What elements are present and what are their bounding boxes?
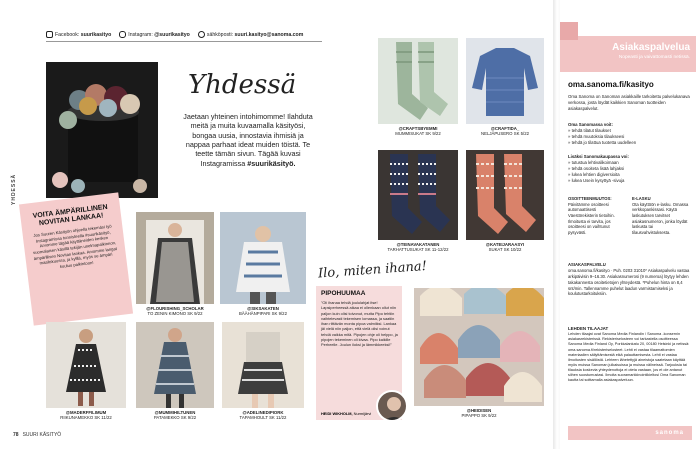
caption: @CRAFTSBYEMMI MUMMISUKAT SK 9/22 bbox=[395, 126, 441, 137]
service-header-title: Asiakaspalvelua bbox=[612, 42, 690, 53]
skirt-photo bbox=[222, 322, 304, 408]
service-decoration bbox=[560, 22, 578, 40]
socks-patterned-photo bbox=[378, 150, 458, 240]
blue-sweater-photo bbox=[466, 38, 544, 124]
caption: @MUMMIHILTUNEN PATAMEKKO SK 9/22 bbox=[153, 410, 197, 421]
yarn-bucket-photo bbox=[46, 62, 158, 198]
service-contact-text: oma.sanoma.fi/kasityo · Puh. 0203 31010* Asiakaspalvelu vastaa arkipäivisin 9–16.30. Asiakasnumerosi (9 numeroa) löytyy lehden takakannesta osoitetietojen yhteydestä. *Puhelun hinta on 8,4 snt/min. Tallennamme puhelut laadun varmistamiseksi ja koulutustarkoituksiin. bbox=[568, 267, 690, 297]
socks-orange-photo bbox=[466, 150, 544, 240]
orders-text: Lehden tilaajat ovat Sanoma Media Finlandin / Sanoma -konsernin asiakasrekisterissä. Rekisteriselosteen voi tarkastella osoitteessa Sanoma Media Finland Oy, Porkkalankatu 20, 00180 Helsinki ja netissä: oma.sanoma.fi/rekisteriselosteet. Lehti ei vastaa tilaamattomien materiaalien säilyttämisestä eikä palauttamisesta. Lehti ei vastaa ilmoitusten sisällöstä. Lehteen lähetettyjä aineistoja saatetaan käyttää myös muissa Sanoman julkaisuissa ja muissa välineissä. Tarjouksia tai tilauksia koskevia yhteydenottoja ei oteta vastaan, jos et ole antanut siihen suostumustasi. Ilmoita suoramarkkinointikieltosi Oma Sanoman kautta tai soittamalla asiakaspalveluun. bbox=[568, 332, 690, 383]
pipo-title: PIPOHUUMAA bbox=[321, 290, 366, 297]
service-intro: Oma Sanoma on Sanoman asiakkaille tarkoitettu palvelukanava verkossa, josta löydät kaikkien Sanoman tuotteiden asiakaspalvelut. bbox=[568, 94, 690, 112]
orders-title: LEHDEN TILAAJAT bbox=[568, 326, 609, 331]
list-item: » lukea lehtien digiversioita bbox=[568, 172, 620, 178]
section2-title: Lisäksi Sanomakaupassa voi: bbox=[568, 154, 629, 159]
vertical-section-label: YHDESSÄ bbox=[11, 173, 17, 205]
promo-text: Jos Suuren Käsityön ohjeella tekemäsi työ Instagramissa tunnisteella #suurikäsityö, Arvomme tägää käyttäneiden kesken suomalaisen käsillä tekijän unelmapalkinnon, ämpärillisen Novitan lankaa. Arvomme langat maaliskuussa, ja kylllä, myös se ämpäri kuuluu palkintoon! bbox=[32, 223, 118, 270]
intro-text: Jaetaan yhteinen intohimomme! Ilahduta meitä ja muita kuvaamalla käsityösi, bongaa uusia, innostavia ihmisiä ja nappaa parhaat ideat muiden töistä. Te teette tämän sivun. Tägää kuvasi Instagramissa #suurikäsityö. bbox=[183, 112, 313, 168]
service-header bbox=[560, 36, 696, 72]
section1 bbox=[568, 122, 692, 146]
customer-service-column bbox=[560, 0, 696, 449]
list-item: » tehdä jo tilattua tuotetta uudelleen bbox=[568, 140, 637, 146]
pipo-author: HEIDI WIKHOLM, Nurmijärvi bbox=[321, 411, 372, 416]
page-number: 78 SUURI KÄSITYÖ bbox=[13, 432, 62, 438]
einvoice-text: Ota käyttöön e-lasku. Omassa verkkopankissasi. Käytä laskutuksen tarvitset asiakasnumeron, jonka löydät laskusta tai tilausvahvistuksesta. bbox=[632, 201, 689, 236]
dress-photo-1 bbox=[46, 322, 126, 408]
facebook-contact: Facebook: suurikasityo bbox=[46, 31, 111, 38]
list-item: » tehdä osoiteta lisää lahjaksi bbox=[568, 166, 625, 172]
service-url: oma.sanoma.fi/kasityo bbox=[568, 80, 654, 89]
service-contact-section bbox=[568, 262, 692, 297]
socks-green-photo bbox=[378, 38, 458, 124]
service-contact-title: ASIAKASPALVELU bbox=[568, 262, 606, 267]
author-avatar bbox=[376, 390, 408, 422]
einvoice-section bbox=[632, 196, 692, 236]
caption: @SIKSAKATEN BÄÄHÄNPIPARI SK 9/22 bbox=[239, 306, 287, 317]
caption: @HEIDISEN PIPAPPO SK 9/22 bbox=[461, 408, 497, 419]
kimono-photo bbox=[136, 212, 214, 304]
einvoice-title: E-LASKU bbox=[632, 196, 651, 201]
caption: @ADELINEDIPIORK TAPAMHOULT SK 11/22 bbox=[239, 410, 287, 421]
pipo-quote: "Oli ihanaa tehdä joululahjat itse! Lapsiperheessä aikaa ei ollenkaan ollut niin paljon kuin olisi toivonut, mutta Pipo tehtiin vaihtelevasti tekemisen lomassa, ja saatiin ihan riittävän monta pipoa valmiiksi. Lankaa jäi vielä niin paljon, että vielä olisi voinut tehdä vaikka mitä. Pipojen ohje oli helppo, ja pipojen tekeminen oli kivaa. Pipo kaikille Perheelle. Joulun iloksi ja lämmikkeeksi!" bbox=[321, 300, 398, 348]
instagram-contact: Instagram: @suurikasityo bbox=[119, 31, 190, 38]
caption: @KATEIJARAASYI SUKAT SK 10/22 bbox=[485, 242, 525, 253]
promo-title: VOITA ÄMPÄRILLINEN NOVITAN LANKAA! bbox=[32, 203, 109, 228]
dress-photo-2 bbox=[136, 322, 214, 408]
caption: @CRAFTIDA_ NELJÄPUSERO SK 5/22 bbox=[480, 126, 529, 137]
intro-title: Yhdessä bbox=[188, 70, 297, 100]
intro-hashtag: #suurikäsityö. bbox=[247, 158, 296, 168]
list-item: » tutustua lehtivalikoimaan bbox=[568, 160, 619, 166]
section1-title: Oma Sanomassa voit: bbox=[568, 122, 613, 127]
caption: @MADERFFILIMUM RIIKUNAMEKKO SK 11/22 bbox=[60, 410, 112, 421]
list-item: » tehdä tilatut tilaukset bbox=[568, 128, 611, 134]
social-bar bbox=[46, 30, 322, 42]
moving-title: OSOITTEENMUUTOS: bbox=[568, 196, 612, 201]
caption: @TEINAVAKATANEN TARHATTUSUKAT SK 11-12/22 bbox=[387, 242, 449, 253]
service-header-subtitle: Nopeasti ja vaivattomasti netissä. bbox=[618, 55, 690, 60]
facebook-icon bbox=[46, 31, 53, 38]
beanies-photo bbox=[414, 288, 544, 406]
instagram-icon bbox=[119, 31, 126, 38]
promo-box bbox=[19, 192, 133, 325]
email-icon bbox=[198, 31, 205, 38]
child-sweater-photo bbox=[220, 212, 306, 304]
list-item: » tehdä muutoksia tilaukseesi bbox=[568, 134, 625, 140]
moving-text: Päivitämme osoitteesi automaattisesti Väestörekisterin tietoihin. Ilmoitusta ei tarvita, jos osoitteesi on vaihtunut pysyvästi. bbox=[568, 201, 615, 236]
sanoma-logo: sanoma bbox=[568, 426, 692, 440]
caption: @FLOURISHING_SCHOLAR TO ZENIN KIMONO SK 9/22 bbox=[146, 306, 204, 317]
orders-section bbox=[568, 326, 692, 383]
list-item: » lukea Usein kysyttyä -sivuja bbox=[568, 178, 625, 184]
liked-title: Ilo, miten ihana! bbox=[317, 258, 428, 282]
email-contact: sähköposti: suuri.kasityo@sanoma.com bbox=[198, 31, 303, 38]
section2 bbox=[568, 154, 692, 184]
moving-section bbox=[568, 196, 626, 236]
